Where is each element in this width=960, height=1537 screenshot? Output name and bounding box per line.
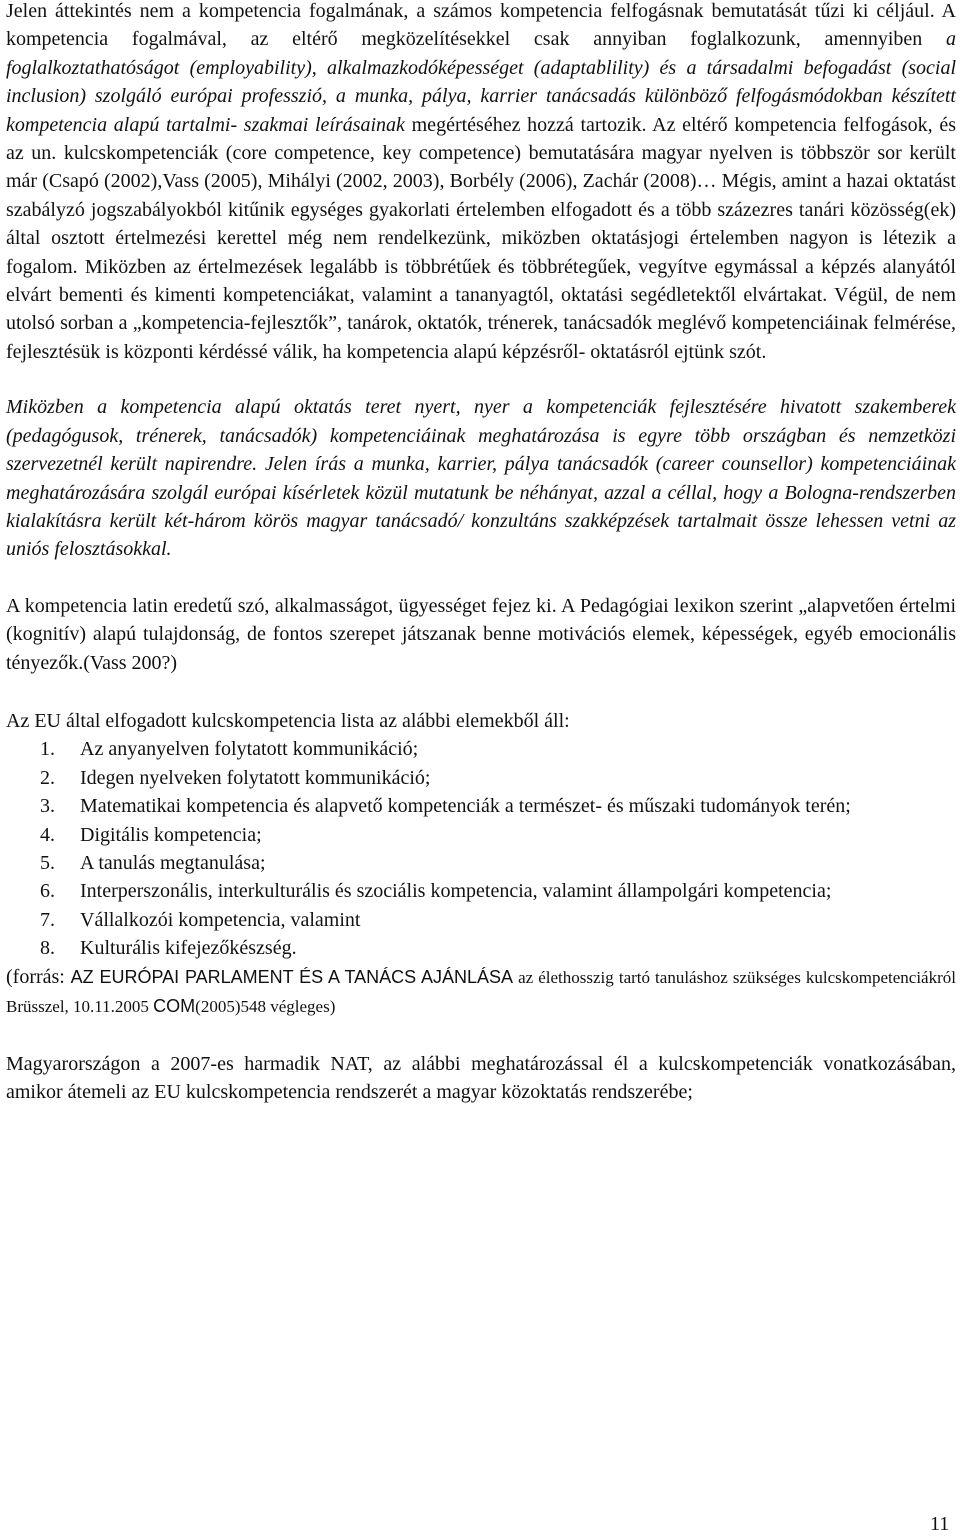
list-item-number: 6. — [40, 880, 55, 903]
list-item-number: 7. — [40, 908, 55, 931]
key-competence-section — [6, 707, 956, 1022]
page-number: 11 — [930, 1513, 950, 1535]
list-intro: Az EU által elfogadott kulcskompetencia lista az alábbi elemekből áll: — [6, 709, 570, 732]
paragraph-nat: Magyarországon a 2007-es harmadik NAT, az alábbi meghatározással él a kulcskompetenciák vonatkozásában, amikor átemeli az EU kulcskompetencia rendszerét a magyar közoktatás rendszerébe; — [6, 1052, 956, 1104]
list-item — [6, 877, 956, 905]
list-item-number: 4. — [40, 823, 55, 846]
list-item — [6, 735, 956, 763]
list-item-text: Vállalkozói kompetencia, valamint — [80, 908, 361, 931]
list-item — [6, 764, 956, 792]
paragraph-definition: A kompetencia latin eredetű szó, alkalmasságot, ügyességet fejez ki. A Pedagógiai lexikon szerint „alapvetően értelmi (kognitív) alapú tulajdonság, de fontos szerepet játszanak benne motivációs elemek, képességek, egyéb emocionális tényezők.(Vass 200?) — [6, 594, 956, 674]
list-item-number: 8. — [40, 937, 55, 960]
key-competence-list — [6, 735, 956, 962]
list-item — [6, 849, 956, 877]
list-item-text: Matematikai kompetencia és alapvető kompetenciák a természet- és műszaki tudományok terén; — [80, 795, 851, 818]
source-detail: az élethosszig tartó tanuláshoz szükséges kulcskompetenciákról Brüsszel, 10.11.2005 — [6, 967, 956, 1017]
source-prefix: (forrás: — [6, 965, 71, 988]
list-item-text: Az anyanyelven folytatott kommunikáció; — [80, 738, 419, 761]
document-page — [6, 0, 956, 1107]
source-com: COM — [153, 996, 196, 1017]
paragraph-intro-italic: a foglalkoztathatóságot (employability), alkalmazkodóképességet (adaptablility) és a társadalmi befogadást (social inclusion) szolgáló európai professzió, a munka, pálya, karrier tanácsadás különböző felfogásmódokban készített kompetencia alapú tartalmi- szakmai leírásainak — [6, 28, 956, 136]
list-item-number: 1. — [40, 738, 55, 761]
source-number: (2005)548 végleges) — [195, 997, 336, 1017]
list-item-number: 3. — [40, 795, 55, 818]
list-item-number: 2. — [40, 766, 55, 789]
paragraph-intro — [6, 0, 956, 366]
list-item — [6, 821, 956, 849]
list-item-number: 5. — [40, 851, 55, 874]
list-item-text: Kulturális kifejezőkészség. — [80, 937, 297, 960]
list-item-text: Digitális kompetencia; — [80, 823, 262, 846]
list-item-text: Idegen nyelveken folytatott kommunikáció; — [80, 766, 431, 789]
list-item — [6, 906, 956, 934]
source-title: AZ EURÓPAI PARLAMENT ÉS A TANÁCS AJÁNLÁSA — [70, 966, 514, 987]
list-item-text: A tanulás megtanulása; — [80, 851, 266, 874]
list-item — [6, 792, 956, 820]
paragraph-italic-competence: Miközben a kompetencia alapú oktatás teret nyert, nyer a kompetenciák fejlesztésére hivatott szakemberek (pedagógusok, trénerek, tanácsadók) kompetenciáinak meghatározása is egyre több országban és nemzetközi szervezetnél került napirendre. Jelen írás a munka, karrier, pálya tanácsadók (career counsellor) kompetenciáinak meghatározására szolgál európai kísérletek közül mutatunk be néhányat, azzal a céllal, hogy a Bologna-rendszerben kialakításra került két-három körös magyar tanácsadó/ konzultáns szakképzések tartalmait össze lehessen vetni az uniós felosztásokkal. — [6, 396, 956, 561]
list-item-text: Interperszonális, interkulturális és szociális kompetencia, valamint állampolgári kompetencia; — [80, 880, 832, 903]
paragraph-intro-text-a: Jelen áttekintés nem a kompetencia fogalmának, a számos kompetencia felfogásnak bemutatását tűzi ki céljául. A kompetencia fogalmával, az eltérő megközelítésekkel csak annyiban foglalkozunk, amennyiben — [6, 0, 956, 51]
list-item — [6, 934, 956, 962]
paragraph-intro-text-c: megértéséhez hozzá tartozik. Az eltérő kompetencia felfogások, és az un. kulcskompetenciák (core competence, key competence) bemutatására magyar nyelven is többször sor került már (Csapó (2002),Vass (2005), Mihályi (2002, 2003), Borbély (2006), Zachár (2008)… Mégis, amint a hazai oktatást szabályzó jogszabályokból kitűnik egységes gyakorlati értelemben elfogadott és a több százezres tanári közösség(ek) által osztott értelmezési kerettel még nem rendelkezünk, miközben oktatásjogi értelemben nagyon is létezik a fogalom. Miközben az értelmezések legalább is többrétűek és többrétegűek, vegyítve egymással a képzés alanyától elvárt bementi és kimenti kompetenciákat, valamint a tananyagtól, oktatási segédletektől elvártakat. Végül, de nem utolsó sorban a „kompetencia-fejlesztők”, tanárok, oktatók, trénerek, tanácsadók meglévő kompetenciáinak felmérése, fejlesztésük is központi kérdéssé válik, ha kompetencia alapú képzésről- oktatásról ejtünk szót. — [6, 113, 956, 363]
source-citation — [6, 963, 956, 1022]
